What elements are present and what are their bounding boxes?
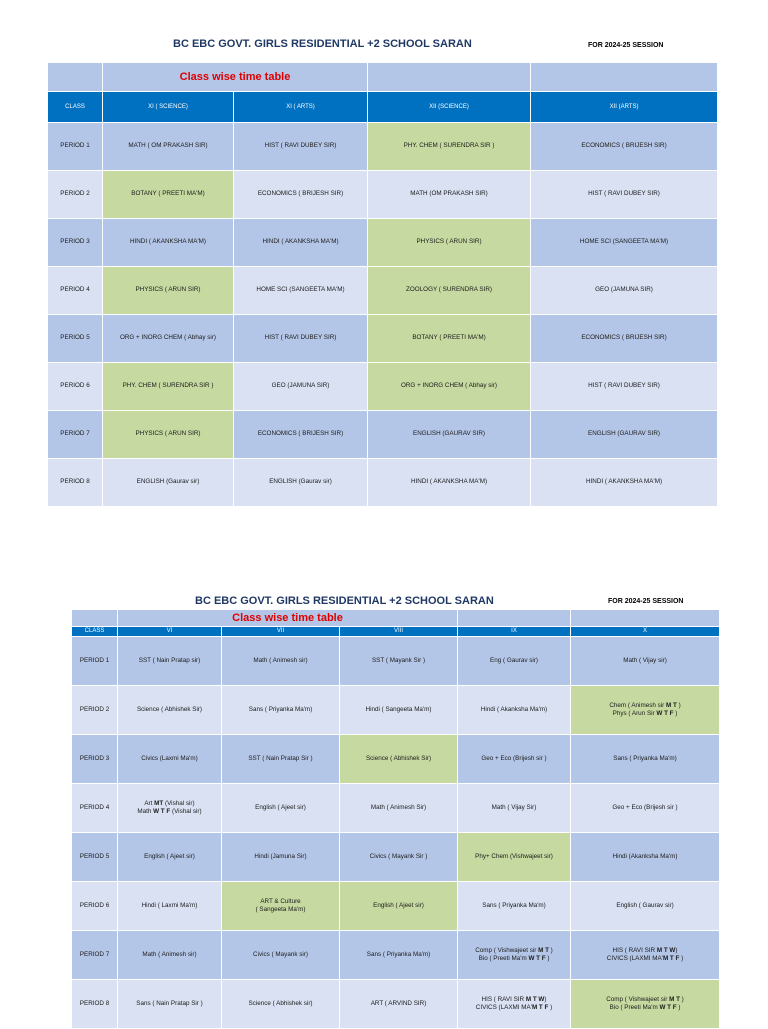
timetable-cell: ENGLISH (Gaurav sir) bbox=[103, 459, 234, 507]
timetable-cell: Science ( Abhishek Sir) bbox=[340, 735, 458, 784]
caption-empty-cell bbox=[458, 610, 571, 627]
timetable-cell: PHY. CHEM ( SURENDRA SIR ) bbox=[103, 363, 234, 411]
timetable-cell: Civics ( Mayank sir) bbox=[222, 931, 340, 980]
timetable-cell: ART & Culture ( Sangeeta Ma'm) bbox=[222, 882, 340, 931]
table-row bbox=[72, 784, 720, 833]
caption-empty-cell bbox=[72, 610, 118, 627]
period-label: PERIOD 4 bbox=[72, 784, 118, 833]
timetable-cell: Civics ( Mayank Sir ) bbox=[340, 833, 458, 882]
period-label: PERIOD 3 bbox=[72, 735, 118, 784]
period-label: PERIOD 7 bbox=[72, 931, 118, 980]
timetable-cell: English ( Ajeet sir) bbox=[222, 784, 340, 833]
timetable-cell: PHY. CHEM ( SURENDRA SIR ) bbox=[368, 123, 531, 171]
timetable-cell: Sans ( Priyanka Ma'm) bbox=[458, 882, 571, 931]
timetable-junior bbox=[71, 609, 720, 1029]
period-label: PERIOD 1 bbox=[72, 637, 118, 686]
timetable-cell: SST ( Nain Pratap sir) bbox=[118, 637, 222, 686]
column-header-class: CLASS bbox=[72, 627, 118, 637]
timetable-cell: Eng ( Gaurav sir) bbox=[458, 637, 571, 686]
timetable-cell: BOTANY ( PREETI MA'M) bbox=[103, 171, 234, 219]
timetable-cell: Hindi (Akanksha Ma'm) bbox=[571, 833, 720, 882]
column-header: XII (SCIENCE) bbox=[368, 92, 531, 123]
caption-empty-cell bbox=[571, 610, 720, 627]
timetable-cell: HIST ( RAVI DUBEY SIR) bbox=[531, 171, 718, 219]
period-label: PERIOD 6 bbox=[72, 882, 118, 931]
table-row bbox=[48, 267, 718, 315]
timetable-cell: English ( Gaurav sir) bbox=[571, 882, 720, 931]
table-row bbox=[48, 315, 718, 363]
column-header-class: CLASS bbox=[48, 92, 103, 123]
table1-title: BC EBC GOVT. GIRLS RESIDENTIAL +2 SCHOOL SARAN bbox=[173, 38, 472, 50]
timetable-cell: Phy+ Chem (Vishwajeet sir) bbox=[458, 833, 571, 882]
timetable-cell: Geo + Eco (Brijesh sir ) bbox=[458, 735, 571, 784]
timetable-cell: ECONOMICS ( BRIJESH SIR) bbox=[531, 123, 718, 171]
timetable-cell: Hindi ( Laxmi Ma'm) bbox=[118, 882, 222, 931]
timetable-cell: Math ( Animesh Sir) bbox=[340, 784, 458, 833]
table-row bbox=[72, 637, 720, 686]
timetable-cell: Science ( Abhishek sir) bbox=[222, 980, 340, 1029]
timetable-cell: Sans ( Priyanka Ma'm) bbox=[222, 686, 340, 735]
timetable-cell: HINDI ( AKANKSHA MA'M) bbox=[103, 219, 234, 267]
timetable-cell: HOME SCI (SANGEETA MA'M) bbox=[234, 267, 368, 315]
timetable-cell: HOME SCI (SANGEETA MA'M) bbox=[531, 219, 718, 267]
timetable-cell: HINDI ( AKANKSHA MA'M) bbox=[234, 219, 368, 267]
period-label: PERIOD 6 bbox=[48, 363, 103, 411]
timetable-cell: Sans ( Priyanka Ma'm) bbox=[340, 931, 458, 980]
table-row bbox=[72, 882, 720, 931]
timetable-cell: PHYSICS ( ARUN SIR) bbox=[103, 267, 234, 315]
timetable-cell: Comp ( Vishwajeet sir M T ) Bio ( Preeti Ma'm W T F ) bbox=[571, 980, 720, 1029]
timetable-cell: ORG + INORG CHEM ( Abhay sir) bbox=[103, 315, 234, 363]
period-label: PERIOD 8 bbox=[72, 980, 118, 1029]
period-label: PERIOD 3 bbox=[48, 219, 103, 267]
table-row bbox=[48, 171, 718, 219]
period-label: PERIOD 5 bbox=[48, 315, 103, 363]
table-row bbox=[72, 735, 720, 784]
timetable-cell: Sans ( Nain Pratap Sir ) bbox=[118, 980, 222, 1029]
timetable-cell: ART ( ARVIND SIR) bbox=[340, 980, 458, 1029]
timetable-cell: MATH (OM PRAKASH SIR) bbox=[368, 171, 531, 219]
timetable-cell: HINDI ( AKANKSHA MA'M) bbox=[368, 459, 531, 507]
timetable-cell: ECONOMICS ( BRIJESH SIR) bbox=[234, 171, 368, 219]
timetable-cell: Comp ( Vishwajeet sir M T ) Bio ( Preeti Ma'm W T F ) bbox=[458, 931, 571, 980]
timetable-cell: ENGLISH (Gaurav sir) bbox=[234, 459, 368, 507]
table-row bbox=[72, 980, 720, 1029]
table1-session: FOR 2024-25 SESSION bbox=[588, 42, 664, 49]
timetable-cell: Chem ( Animesh sir M T ) Phys ( Arun Sir W T F ) bbox=[571, 686, 720, 735]
table-row bbox=[72, 686, 720, 735]
timetable-cell: Math ( Animesh sir) bbox=[118, 931, 222, 980]
column-header: XI ( SCIENCE) bbox=[103, 92, 234, 123]
table2-title: BC EBC GOVT. GIRLS RESIDENTIAL +2 SCHOOL SARAN bbox=[195, 595, 494, 607]
timetable-cell: Geo + Eco (Brijesh sir ) bbox=[571, 784, 720, 833]
table-row bbox=[48, 123, 718, 171]
table-row bbox=[72, 833, 720, 882]
column-header: XI ( ARTS) bbox=[234, 92, 368, 123]
timetable-cell: Math ( Vijay Sir) bbox=[458, 784, 571, 833]
timetable-cell: PHYSICS ( ARUN SIR) bbox=[368, 219, 531, 267]
column-header: VI bbox=[118, 627, 222, 637]
timetable-cell: HIST ( RAVI DUBEY SIR) bbox=[531, 363, 718, 411]
timetable-cell: HIST ( RAVI DUBEY SIR) bbox=[234, 123, 368, 171]
caption-empty-cell bbox=[531, 63, 718, 92]
timetable-cell: Civics (Laxmi Ma'm) bbox=[118, 735, 222, 784]
caption-empty-cell bbox=[368, 63, 531, 92]
period-label: PERIOD 4 bbox=[48, 267, 103, 315]
timetable-cell: Sans ( Priyanka Ma'm) bbox=[571, 735, 720, 784]
column-header: VII bbox=[222, 627, 340, 637]
table-row bbox=[48, 363, 718, 411]
column-header: X bbox=[571, 627, 720, 637]
column-header: VIII bbox=[340, 627, 458, 637]
timetable-cell: ZOOLOGY ( SURENDRA SIR) bbox=[368, 267, 531, 315]
period-label: PERIOD 1 bbox=[48, 123, 103, 171]
timetable-cell: GEO (JAMUNA SIR) bbox=[234, 363, 368, 411]
timetable-cell: HIS ( RAVI SIR M T W) CIVICS (LAXMI MA'M T F ) bbox=[571, 931, 720, 980]
timetable-cell: SST ( Mayank Sir ) bbox=[340, 637, 458, 686]
timetable-cell: ENGLISH (GAURAV SIR) bbox=[531, 411, 718, 459]
timetable-cell: ECONOMICS ( BRIJESH SIR) bbox=[234, 411, 368, 459]
column-header: XII (ARTS) bbox=[531, 92, 718, 123]
table-caption: Class wise time table bbox=[103, 63, 368, 92]
caption-empty-cell bbox=[48, 63, 103, 92]
timetable-cell: SST ( Nain Pratap Sir ) bbox=[222, 735, 340, 784]
timetable-cell: MATH ( OM PRAKASH SIR) bbox=[103, 123, 234, 171]
timetable-cell: English ( Ajeet sir) bbox=[118, 833, 222, 882]
timetable-cell: ECONOMICS ( BRIJESH SIR) bbox=[531, 315, 718, 363]
period-label: PERIOD 7 bbox=[48, 411, 103, 459]
table-row bbox=[72, 931, 720, 980]
timetable-cell: Math ( Vijay sir) bbox=[571, 637, 720, 686]
table-row bbox=[48, 411, 718, 459]
timetable-cell: Hindi ( Sangeeta Ma'm) bbox=[340, 686, 458, 735]
timetable-cell: BOTANY ( PREETI MA'M) bbox=[368, 315, 531, 363]
timetable-cell: HIS ( RAVI SIR M T W) CIVICS (LAXMI MA'M T F ) bbox=[458, 980, 571, 1029]
timetable-cell: Art MT (Vishal sir) Math W T F (Vishal sir) bbox=[118, 784, 222, 833]
column-header: IX bbox=[458, 627, 571, 637]
period-label: PERIOD 2 bbox=[72, 686, 118, 735]
timetable-cell: ORG + INORG CHEM ( Abhay sir) bbox=[368, 363, 531, 411]
timetable-cell: Science ( Abhishek Sir) bbox=[118, 686, 222, 735]
timetable-cell: GEO (JAMUNA SIR) bbox=[531, 267, 718, 315]
timetable-cell: Hindi ( Akanksha Ma'm) bbox=[458, 686, 571, 735]
table2-session: FOR 2024-25 SESSION bbox=[608, 598, 684, 605]
table-caption: Class wise time table bbox=[118, 610, 458, 627]
timetable-cell: Hindi (Jamuna Sir) bbox=[222, 833, 340, 882]
timetable-cell: Math ( Animesh sir) bbox=[222, 637, 340, 686]
period-label: PERIOD 5 bbox=[72, 833, 118, 882]
period-label: PERIOD 2 bbox=[48, 171, 103, 219]
table-row bbox=[48, 219, 718, 267]
timetable-cell: HINDI ( AKANKSHA MA'M) bbox=[531, 459, 718, 507]
table-row bbox=[48, 459, 718, 507]
timetable-cell: HIST ( RAVI DUBEY SIR) bbox=[234, 315, 368, 363]
timetable-cell: English ( Ajeet sir) bbox=[340, 882, 458, 931]
period-label: PERIOD 8 bbox=[48, 459, 103, 507]
timetable-cell: PHYSICS ( ARUN SIR) bbox=[103, 411, 234, 459]
timetable-cell: ENGLISH (GAURAV SIR) bbox=[368, 411, 531, 459]
timetable-senior bbox=[47, 62, 718, 507]
